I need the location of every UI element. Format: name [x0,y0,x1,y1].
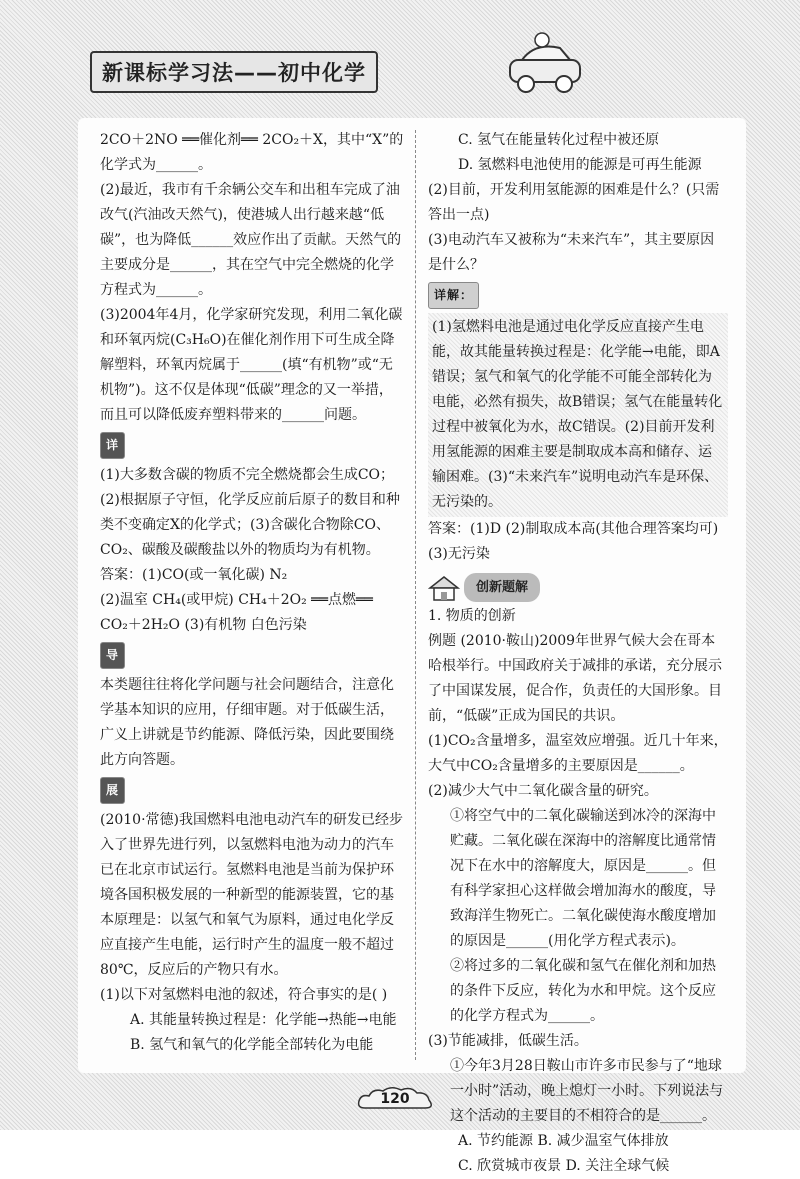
page-number [355,1084,435,1114]
text-paragraph: (2)减少大气中二氧化碳含量的研究。 [428,783,658,799]
text-paragraph: 2CO＋2NO ══催化剂══ 2CO₂＋X，其中“X”的化学式为______。 [100,132,404,173]
column-divider [415,130,416,1060]
text-paragraph: ①将空气中的二氧化碳输送到冰冷的深海中贮藏。二氧化碳在深海中的溶解度比通常情况下在水中的溶解度大，原因是______。但有科学家担心这样做会增加海水的酸度，导致海洋生物死亡。二氧化碳使海水酸度增加的原因是______(用化学方程式表示)。 [450,808,716,949]
section-badge: 导 [100,642,125,669]
text-paragraph: (2)最近，我市有千余辆公交车和出租车完成了油改气(汽油改天然气)，使港城人出行越来越“低碳”，也为降低______效应作出了贡献。天然气的主要成分是______，其在空气中完全燃烧的化学方程式为______。 [100,182,402,298]
car-icon [500,20,590,100]
section-badge: 详解： [428,282,479,309]
badge-row [100,428,405,463]
text-paragraph: (3)电动汽车又被称为“未来汽车”，其主要原因是什么？ [428,232,715,273]
text-paragraph: 答案：(1)CO(或一氧化碳) N₂ [100,567,288,583]
badge-row [428,278,728,313]
text-paragraph: 答案：(1)D (2)制取成本高(其他合理答案均可) (3)无污染 [428,521,719,562]
text-paragraph: 例题 (2010·鞍山)2009年世界气候大会在哥本哈根举行。中国政府关于减排的承诺，充分展示了中国谋发展，促合作，负责任的大国形象。目前，“低碳”正成为国民的共识。 [428,633,722,724]
left-column [100,128,405,1058]
section-banner-label: 创新题解 [464,573,540,602]
text-paragraph: B. 氢气和氧气的化学能全部转化为电能 [130,1037,374,1053]
text-paragraph: 本类题往往将化学问题与社会问题结合，注意化学基本知识的应用，仔细审题。对于低碳生活，广义上讲就是节约能源、降低污染，因此要围绕此方向答题。 [100,677,394,768]
text-paragraph: (2)温室 CH₄(或甲烷) CH₄＋2O₂ ══点燃══ CO₂＋2H₂O (3)有机物 白色污染 [100,592,373,633]
house-icon [428,574,460,602]
text-paragraph: (1)以下对氢燃料电池的叙述，符合事实的是( ) [100,987,388,1003]
text-paragraph: D. 氢燃料电池使用的能源是可再生能源 [458,157,702,173]
text-paragraph: A. 其能量转换过程是：化学能→热能→电能 [130,1012,397,1028]
text-paragraph: (1)大多数含碳的物质不完全燃烧都会生成CO；(2)根据原子守恒，化学反应前后原子的数目和种类不变确定X的化学式；(3)含碳化合物除CO、CO₂、碳酸及碳酸盐以外的物质均为有机物。 [100,467,400,558]
section-badge: 展 [100,777,125,804]
section-banner [428,573,728,602]
page-number-text: 120 [380,1091,410,1107]
text-paragraph: 1. 物质的创新 [428,608,516,624]
text-paragraph: ②将过多的二氧化碳和氢气在催化剂和加热的条件下反应，转化为水和甲烷。这个反应的化学方程式为______。 [450,958,716,1024]
text-paragraph: ①今年3月28日鞍山市许多市民参与了“地球一小时”活动，晚上熄灯一小时。下列说法与这个活动的主要目的不相符合的是______。 [450,1058,724,1124]
right-column [428,128,728,1179]
text-paragraph: (1)氢燃料电池是通过电化学反应直接产生电能，故其能量转换过程是：化学能→电能，即A错误；氢气和氧气的化学能不可能全部转化为电能，必然有损失，故B错误；氢气在能量转化过程中被氧化为水，故C错误。(2)目前开发利用氢能源的困难主要是制取成本高和储存、运输困难。(3)“未来汽车”说明电动汽车是环保、无污染的。 [428,313,728,517]
badge-row [100,773,405,808]
page-header [90,52,378,92]
section-badge: 详 [100,432,125,459]
text-paragraph: C. 氢气在能量转化过程中被还原 [458,132,660,148]
text-paragraph: A. 节约能源 B. 减少温室气体排放 [458,1133,669,1149]
text-paragraph: (2)目前，开发利用氢能源的困难是什么？(只需答出一点) [428,182,720,223]
text-paragraph: (2010·常德)我国燃料电池电动汽车的研发已经步入了世界先进行列，以氢燃料电池为动力的汽车已在北京市试运行。氢燃料电池是当前为保护环境各国积极发展的一种新型的能源装置，它的基本原理是：以氢气和氧气为原料，通过电化学反应直接产生电能，运行时产生的温度一般不超过80℃，反应后的产物只有水。 [100,812,404,978]
text-paragraph: (3)2004年4月，化学家研究发现，利用二氧化碳和环氧丙烷(C₃H₆O)在催化剂作用下可生成全降解塑料，环氧丙烷属于______(填“有机物”或“无机物”)。这不仅是体现“低碳”理念的又一举措，而且可以降低废弃塑料带来的______问题。 [100,307,403,423]
text-paragraph: (1)CO₂含量增多，温室效应增强。近几十年来，大气中CO₂含量增多的主要原因是______。 [428,733,728,774]
header-title: 新课标学习法——初中化学 [90,51,378,93]
badge-row [100,638,405,673]
text-paragraph: C. 欣赏城市夜景 D. 关注全球气候 [458,1158,670,1174]
text-paragraph: (3)节能减排，低碳生活。 [428,1033,588,1049]
